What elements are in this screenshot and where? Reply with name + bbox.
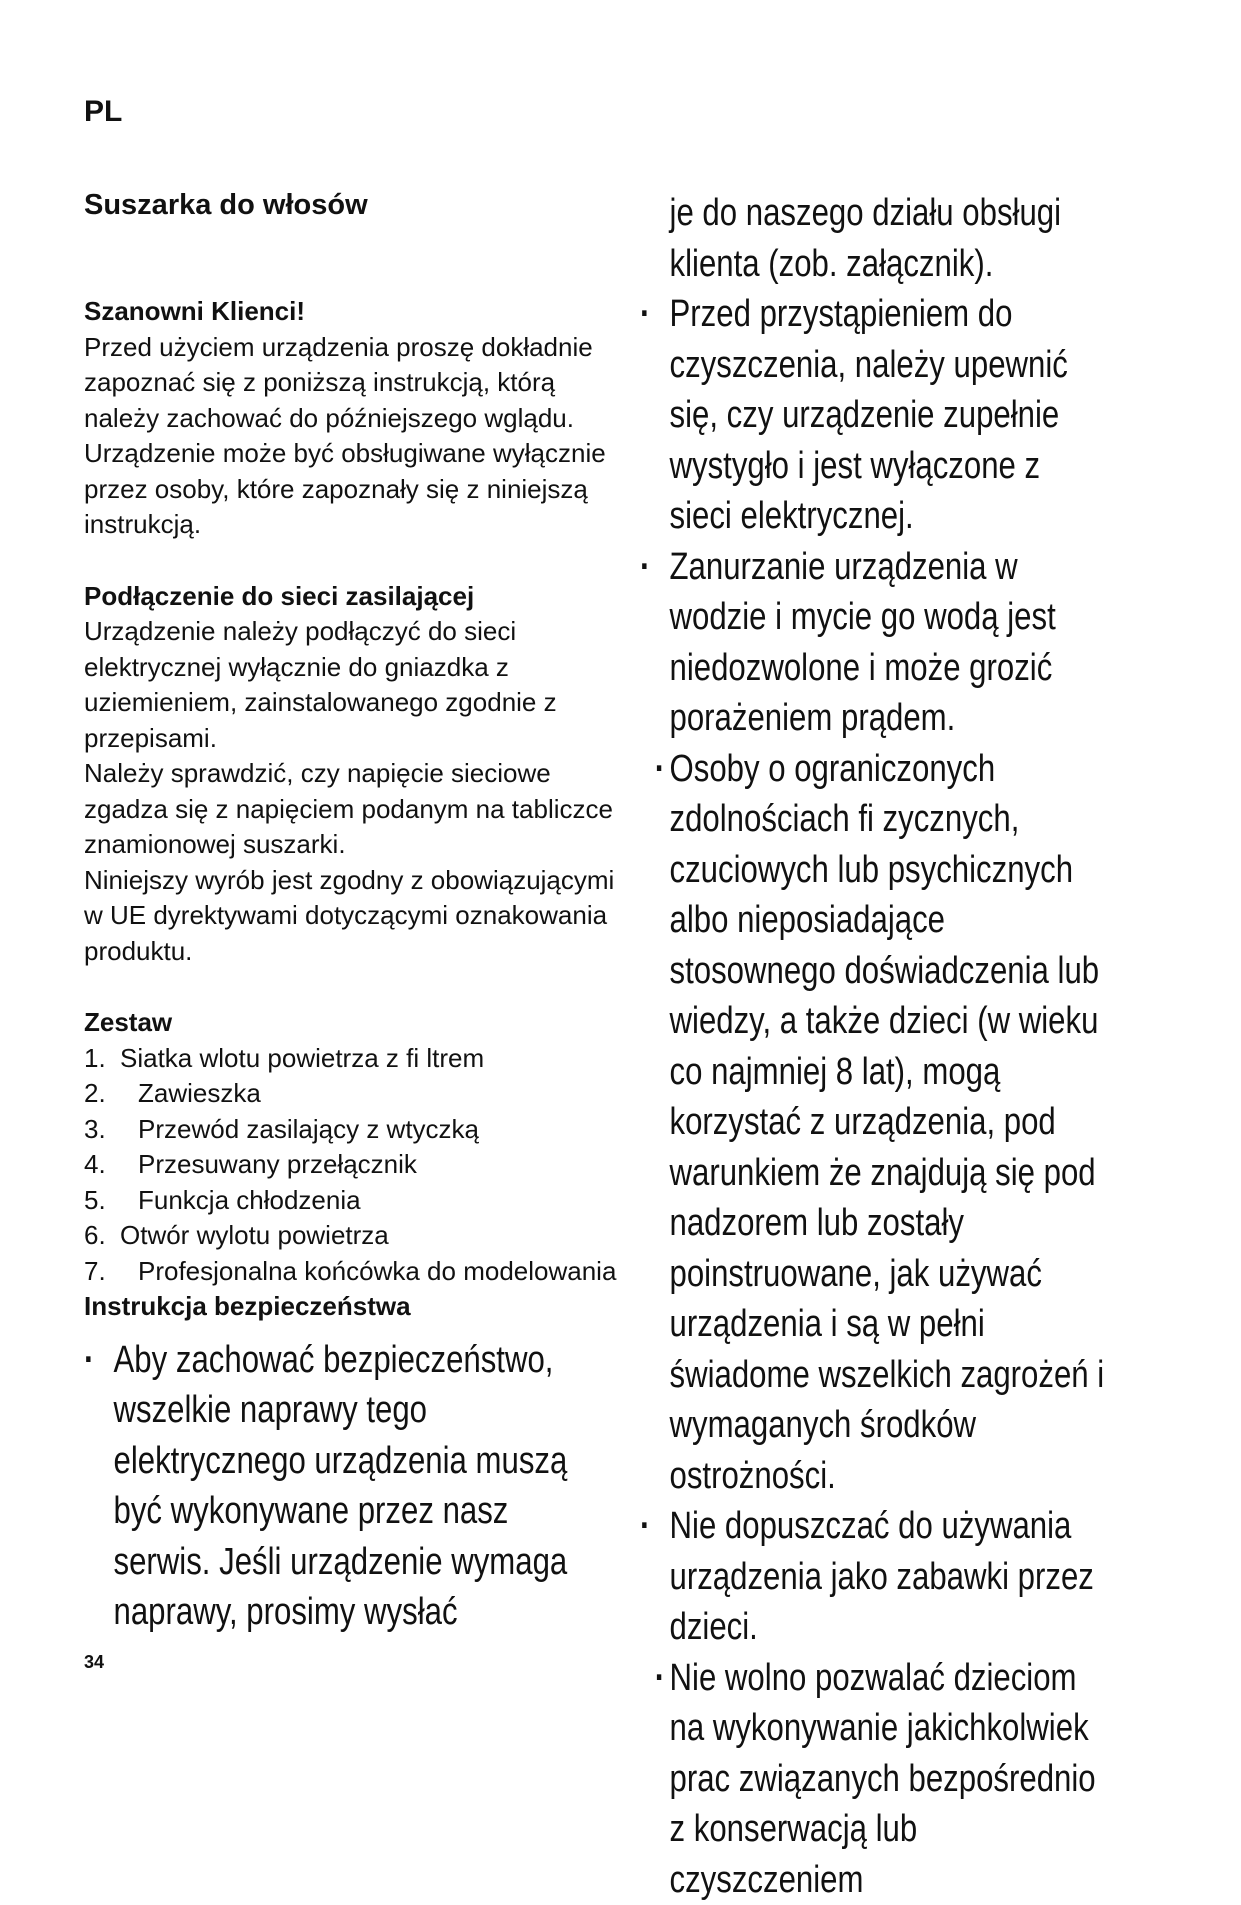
connection-paragraph-2: Należy sprawdzić, czy napięcie sieciowe zgadza się z napięciem podanym na tabliczce znamionowej suszarki. — [84, 756, 624, 863]
safety-bullet-children-maintenance: · Nie wolno pozwalać dzieciom na wykonywanie jakichkolwiek prac związanych bezpośrednio z konserwacją lub czyszczeniem — [640, 1653, 1107, 1905]
safety-bullet-repairs-continued: je do naszego działu obsługi klienta (zob. załącznik). — [640, 188, 1107, 289]
connection-paragraph-3: Niniejszy wyrób jest zgodny z obowiązującymi w UE dyrektywami dotyczącymi oznakowania produktu. — [84, 863, 624, 970]
right-column — [640, 188, 1107, 1905]
connection-paragraph-1: Urządzenie należy podłączyć do sieci elektrycznej wyłącznie do gniazdka z uziemieniem, zainstalowanego zgodnie z przepisami. — [84, 614, 624, 756]
intro-heading: Szanowni Klienci! — [84, 294, 624, 330]
page-number: 34 — [84, 1652, 104, 1673]
safety-bullet-water: · Zanurzanie urządzenia w wodzie i mycie go wodą jest niedozwolone i może grozić porażeniem prądem. — [640, 542, 1107, 744]
set-heading: Zestaw — [84, 1005, 624, 1041]
safety-list-left — [84, 1335, 576, 1638]
list-item: 2. Zawieszka — [84, 1076, 624, 1112]
list-item: 5. Funkcja chłodzenia — [84, 1183, 624, 1219]
connection-heading: Podłączenie do sieci zasilającej — [84, 579, 624, 615]
safety-bullet-repairs: · Aby zachować bezpieczeństwo, wszelkie naprawy tego elektrycznego urządzenia muszą być wykonywane przez nasz serwis. Jeśli urządzenie wymaga naprawy, prosimy wysłać — [84, 1335, 576, 1638]
left-column — [84, 294, 624, 1638]
list-item: 1. Siatka wlotu powietrza z fi ltrem — [84, 1041, 624, 1077]
safety-bullet-limited-abilities: · Osoby o ograniczonych zdolnościach fi zycznych, czuciowych lub psychicznych albo nieposiadające stosownego doświadczenia lub wiedzy, a także dzieci (w wieku co najmniej 8 lat), mogą korzystać z urządzenia, pod warunkiem że znajdują się pod nadzorem lub zostały poinstruowane, jak używać urządzenia i są w pełni świadome wszelkich zagrożeń i wymaganych środków ostrożności. — [640, 744, 1107, 1502]
list-item: 6. Otwór wylotu powietrza — [84, 1218, 624, 1254]
safety-heading: Instrukcja bezpieczeństwa — [84, 1289, 624, 1325]
page-title: Suszarka do włosów — [84, 189, 368, 222]
language-code: PL — [84, 95, 122, 129]
list-item: 7. Profesjonalna końcówka do modelowania — [84, 1254, 624, 1290]
intro-text: Przed użyciem urządzenia proszę dokładnie zapoznać się z poniższą instrukcją, którą należy zachować do późniejszego wglądu. Urządzenie może być obsługiwane wyłącznie przez osoby, które zapoznały się z niniejszą instrukcją. — [84, 330, 624, 543]
list-item: 3. Przewód zasilający z wtyczką — [84, 1112, 624, 1148]
safety-bullet-toy: · Nie dopuszczać do używania urządzenia jako zabawki przez dzieci. — [640, 1501, 1107, 1653]
list-item: 4. Przesuwany przełącznik — [84, 1147, 624, 1183]
safety-list-right — [640, 289, 1107, 1905]
safety-bullet-cleaning: · Przed przystąpieniem do czyszczenia, należy upewnić się, czy urządzenie zupełnie wystygło i jest wyłączone z sieci elektrycznej. — [640, 289, 1107, 542]
set-list — [84, 1041, 624, 1290]
